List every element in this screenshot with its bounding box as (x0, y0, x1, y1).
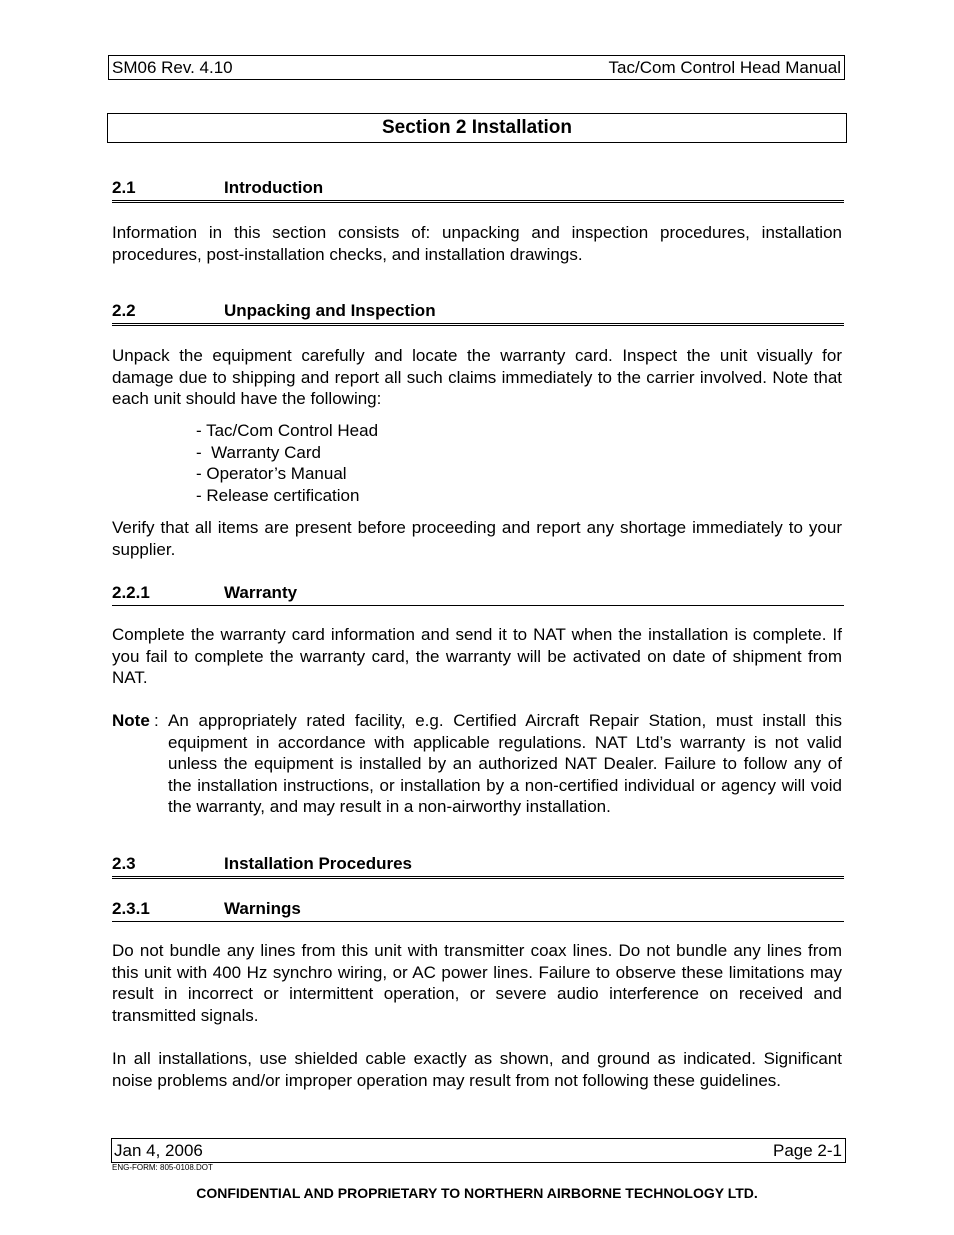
heading-rule (112, 200, 844, 203)
heading-2-1 (112, 178, 844, 198)
heading-number: 2.3 (112, 854, 136, 873)
verify-paragraph: Verify that all items are present before proceeding and report any shortage immediately to your supplier. (112, 518, 842, 559)
heading-rule (112, 876, 844, 879)
header-manual-title: Tac/Com Control Head Manual (608, 57, 841, 77)
page-footer (111, 1138, 846, 1163)
warnings-paragraph-2: In all installations, use shielded cable exactly as shown, and ground as indicated. Significant noise problems and/or improper operation may result from not following these guidelines. (112, 1049, 842, 1090)
heading-title: Introduction (224, 178, 324, 197)
note-text: An appropriately rated facility, e.g. Certified Aircraft Repair Station, must install this equipment in accordance with applicable regulations. NAT Ltd’s warranty is not valid unless the equipment is installed by an authorized NAT Dealer. Failure to follow any of the installation instructions, or installation by a non-certified individual or agency will void the warranty, and may result in a non-airworthy installation. (168, 711, 842, 817)
list-item: - Tac/Com Control Head (196, 421, 379, 440)
page-header (108, 55, 845, 80)
heading-number: 2.2 (112, 301, 136, 320)
heading-number: 2.1 (112, 178, 136, 197)
section-title-text: Section 2 Installation (381, 117, 573, 138)
form-id: ENG-FORM: 805-0108.DOT (112, 1163, 213, 1172)
heading-title: Installation Procedures (224, 854, 412, 873)
heading-2-2 (112, 301, 844, 321)
list-item: - Warranty Card (196, 442, 322, 462)
heading-number: 2.3.1 (112, 899, 150, 918)
header-doc-id: SM06 Rev. 4.10 (112, 57, 233, 77)
heading-title: Warnings (224, 899, 301, 918)
heading-2-3-1 (112, 899, 844, 919)
unit-items-list (196, 420, 378, 506)
list-item: - Operator’s Manual (196, 464, 347, 484)
heading-2-3 (112, 854, 844, 874)
confidential-notice: CONFIDENTIAL AND PROPRIETARY TO NORTHERN AIRBORNE TECHNOLOGY LTD. (196, 1185, 758, 1201)
unpack-paragraph: Unpack the equipment carefully and locate the warranty card. Inspect the unit visually for damage due to shipping and report all such claims immediately to the carrier involved. Note that each unit should have the following: (112, 346, 842, 409)
list-item: - Release certification (196, 485, 360, 505)
note-colon: : (154, 711, 159, 730)
section-title (107, 113, 847, 143)
heading-rule (112, 323, 844, 326)
heading-title: Unpacking and Inspection (224, 301, 436, 320)
heading-number: 2.2.1 (112, 583, 150, 602)
heading-title: Warranty (224, 583, 298, 602)
note-label: Note (112, 711, 150, 730)
footer-page-number: Page 2-1 (773, 1140, 842, 1160)
footer-date: Jan 4, 2006 (114, 1140, 203, 1160)
warranty-paragraph: Complete the warranty card information and send it to NAT when the installation is complete. If you fail to complete the warranty card, the warranty will be activated on date of shipment from NAT. (112, 625, 842, 688)
intro-paragraph: Information in this section consists of: unpacking and inspection procedures, installation procedures, post-installation checks, and installation drawings. (112, 223, 842, 264)
heading-rule (112, 921, 844, 922)
heading-rule (112, 605, 844, 606)
heading-2-2-1 (112, 583, 844, 603)
warnings-paragraph-1: Do not bundle any lines from this unit with transmitter coax lines. Do not bundle any lines from this unit with 400 Hz synchro wiring, or AC power lines. Failure to observe these limitations may result in incorrect or intermittent operation, or severe audio interference on received and transmitted signals. (112, 941, 842, 1025)
